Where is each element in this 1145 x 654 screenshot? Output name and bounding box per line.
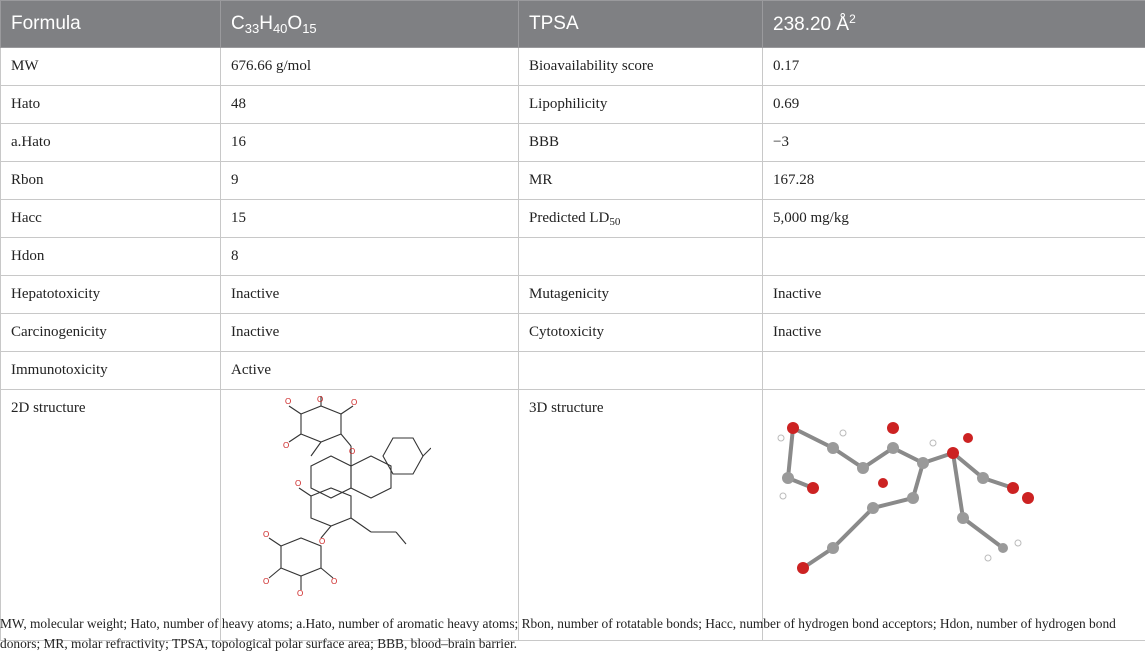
- property-label: Bioavailability score: [519, 48, 763, 86]
- property-label: a.Hato: [1, 124, 221, 162]
- structure-row: [1, 390, 1145, 641]
- svg-text:O: O: [331, 577, 338, 586]
- property-value: 9: [221, 162, 519, 200]
- svg-text:O: O: [295, 479, 302, 488]
- property-value: 8: [221, 238, 519, 276]
- svg-text:O: O: [351, 398, 358, 407]
- property-label: Hepatotoxicity: [1, 276, 221, 314]
- property-value: 0.69: [763, 86, 1145, 124]
- table-row: [1, 162, 1145, 200]
- property-label: Hdon: [1, 238, 221, 276]
- property-label: Lipophilicity: [519, 86, 763, 124]
- header-tpsa-label: TPSA: [519, 1, 763, 48]
- table-row: [1, 276, 1145, 314]
- table-footnote: MW, molecular weight; Hato, number of heavy atoms; a.Hato, number of aromatic heavy atoms; Rbon, number of rotatable bonds; Hacc, number of hydrogen bond acceptors; Hdon, number of hydrogen bond donors; MR, molar refractivity; TPSA, topological polar surface area; BBB, blood–brain barrier.: [0, 616, 1116, 651]
- property-label: Cytotoxicity: [519, 314, 763, 352]
- structure-2d-label: 2D structure: [1, 390, 221, 641]
- property-value: 48: [221, 86, 519, 124]
- table-row: [1, 86, 1145, 124]
- molecule-3d-image: [773, 408, 1043, 578]
- table-row: [1, 48, 1145, 86]
- property-label: Predicted $LD_{50}$: [519, 200, 763, 238]
- property-label: [519, 352, 763, 390]
- header-formula-label: Formula: [1, 1, 221, 48]
- structure-3d-cell: [763, 390, 1145, 641]
- structure-3d-label: 3D structure: [519, 390, 763, 641]
- table-row: [1, 314, 1145, 352]
- property-value: −3: [763, 124, 1145, 162]
- property-value: Active: [221, 352, 519, 390]
- structure-2d-cell: [221, 390, 519, 641]
- molecule-2d-image: [251, 396, 431, 596]
- svg-text:O: O: [283, 441, 290, 450]
- property-label: [519, 238, 763, 276]
- property-value: 5,000 mg/kg: [763, 200, 1145, 238]
- property-value: [763, 238, 1145, 276]
- property-label: BBB: [519, 124, 763, 162]
- table-row: [1, 238, 1145, 276]
- svg-text:O: O: [263, 577, 270, 586]
- property-value: 15: [221, 200, 519, 238]
- svg-text:O: O: [317, 396, 324, 404]
- svg-text:O: O: [285, 397, 292, 406]
- property-value: 0.17: [763, 48, 1145, 86]
- header-formula-value: $C_{33}H_{40}O_{15}$: [221, 1, 519, 48]
- svg-text:O: O: [263, 530, 270, 539]
- property-label: Mutagenicity: [519, 276, 763, 314]
- table-row: [1, 352, 1145, 390]
- svg-text:O: O: [349, 447, 356, 456]
- table-row: [1, 124, 1145, 162]
- property-value: Inactive: [763, 314, 1145, 352]
- svg-text:O: O: [319, 537, 326, 546]
- property-label: Hacc: [1, 200, 221, 238]
- property-value: 676.66 g/mol: [221, 48, 519, 86]
- property-label: Immunotoxicity: [1, 352, 221, 390]
- property-label: Hato: [1, 86, 221, 124]
- svg-text:O: O: [297, 589, 304, 596]
- header-tpsa-value: 238.20 $Å^2$: [763, 1, 1145, 48]
- table-row: [1, 200, 1145, 238]
- property-label: MR: [519, 162, 763, 200]
- property-value: Inactive: [221, 314, 519, 352]
- property-value: 167.28: [763, 162, 1145, 200]
- header-row: [1, 1, 1145, 48]
- property-label: Rbon: [1, 162, 221, 200]
- property-label: MW: [1, 48, 221, 86]
- property-value: 16: [221, 124, 519, 162]
- property-value: [763, 352, 1145, 390]
- property-value: Inactive: [221, 276, 519, 314]
- property-value: Inactive: [763, 276, 1145, 314]
- property-label: Carcinogenicity: [1, 314, 221, 352]
